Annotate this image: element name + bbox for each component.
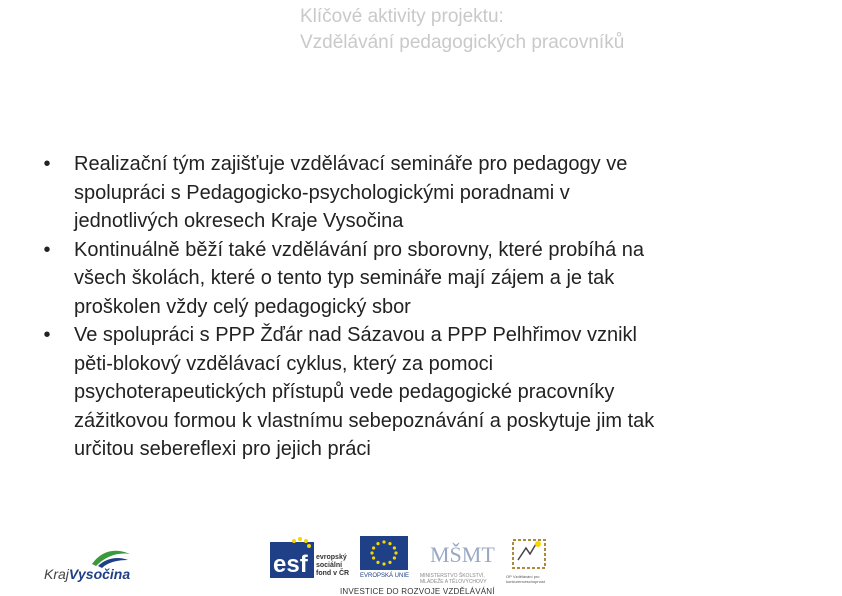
bullet-line: spolupráci s Pedagogicko-psychologickými poradnami v [74, 181, 570, 204]
investice-text: INVESTICE DO ROZVOJE VZDĚLÁVÁNÍ [340, 587, 495, 596]
bullet-line: určitou sebereflexi pro jejich práci [74, 438, 371, 460]
bullet-list [40, 150, 810, 464]
op-vk-icon [510, 536, 548, 572]
eu-logo-strip [270, 536, 560, 596]
slide-title [300, 4, 780, 56]
kraj-vysocina-logo [44, 546, 134, 586]
kraj-logo-text-bold: Vysočina [68, 566, 131, 582]
eu-label: EVROPSKÁ UNIE [360, 573, 410, 579]
kraj-logo-text [44, 566, 130, 582]
bullet-line: psychoterapeutických přístupů vede pedagogické pracovníky [74, 381, 615, 403]
bullet-item [40, 321, 810, 464]
bullet-line: Ve spolupráci s PPP Žďár nad Sázavou a PPP Pelhřimov vznikl [74, 324, 637, 346]
msmt-mark-text: MŠMT [430, 542, 495, 567]
bullet-line: zážitkovou formou k vlastnímu sebepoznávání a poskytuje jim tak [74, 409, 655, 432]
bullet-line: Kontinuálně běží také vzdělávání pro sborovny, které probíhá na [74, 238, 644, 261]
slide-title-line-2: Vzdělávání pedagogických pracovníků [300, 32, 625, 53]
bullet-mark: • [43, 153, 51, 175]
kraj-logo-text-light: Kraj [44, 566, 69, 582]
msmt-label: MINISTERSTVO ŠKOLSTVÍ, MLÁDEŽE A TĚLOVÝCHOVY [420, 573, 487, 585]
bullet-item [40, 150, 810, 236]
op-vk-label: OP Vzdělávání pro konkurenceschopnost [506, 574, 545, 584]
bullet-item [40, 236, 810, 322]
bullet-line: jednotlivých okresech Kraje Vysočina [74, 210, 404, 232]
bullet-line: pěti-blokový vzdělávací cyklus, který za pomoci [74, 352, 494, 375]
msmt-icon [428, 536, 495, 570]
bullet-line: proškolen vždy celý pedagogický sbor [74, 295, 411, 318]
swoosh-icon [44, 546, 134, 568]
bullet-line: všech školách, které o tento typ semináře mají zájem a je tak [74, 267, 615, 289]
bullet-line: Realizační tým zajišťuje vzdělávací semináře pro pedagogy ve [74, 153, 628, 175]
bullet-mark: • [43, 238, 51, 261]
esf-label: evropský sociální fond v ČR [316, 554, 350, 577]
eu-flag-icon [360, 536, 408, 570]
esf-icon [270, 536, 316, 580]
bullet-mark: • [43, 324, 51, 346]
slide-title-line-1: Klíčové aktivity projektu: [300, 6, 504, 27]
esf-mark-text: esf [273, 551, 308, 578]
footer-logos [0, 530, 842, 595]
